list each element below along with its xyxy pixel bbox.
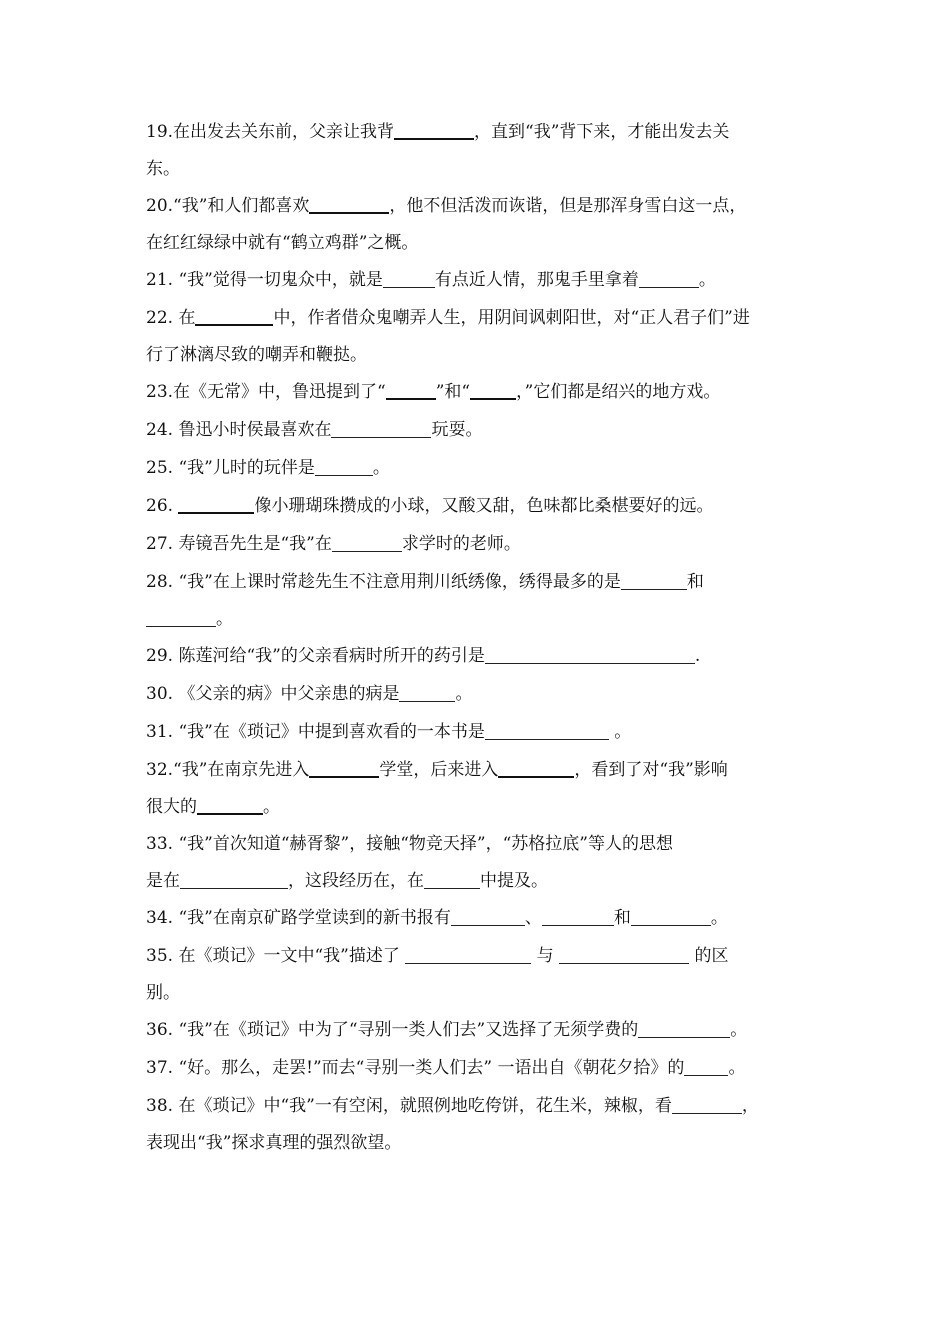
question-29 <box>146 638 816 675</box>
question-text: 和 <box>686 572 704 592</box>
question-27 <box>146 526 816 563</box>
question-text: 33. “我”首次知道“赫胥黎”，接触“物竞天择”，“苏格拉底”等人的思想 <box>146 834 673 854</box>
question-34 <box>146 900 816 937</box>
question-text: 学堂，后来进入 <box>379 760 499 780</box>
question-38 <box>146 1088 816 1162</box>
question-22 <box>146 300 816 374</box>
answer-blank[interactable] <box>383 269 435 288</box>
question-text: ”和“ <box>435 382 471 402</box>
question-36 <box>146 1012 816 1049</box>
question-text: ，”它们都是绍兴的地方戏。 <box>516 382 721 402</box>
question-line <box>146 374 816 411</box>
question-text: ，直到“我”背下来，才能出发去关 <box>474 122 730 142</box>
question-text: 。 <box>698 270 716 290</box>
answer-blank[interactable] <box>542 907 614 926</box>
answer-blank[interactable] <box>195 306 273 326</box>
question-text: 25. “我”儿时的玩伴是 <box>146 458 315 478</box>
answer-blank[interactable] <box>405 945 531 964</box>
answer-blank[interactable] <box>684 1057 728 1076</box>
question-text: 19.在出发去关东前，父亲让我背 <box>146 122 395 142</box>
question-text: 37. “好。那么，走罢!”而去“寻别一类人们去” 一语出自《朝花夕拾》的 <box>146 1058 685 1078</box>
question-line <box>146 526 816 563</box>
answer-blank[interactable] <box>485 721 609 740</box>
question-line <box>146 601 816 638</box>
question-text: 像小珊瑚珠攒成的小球，又酸又甜，色味都比桑椹要好的远。 <box>254 496 714 516</box>
question-line <box>146 225 816 262</box>
question-line <box>146 1050 816 1087</box>
question-text: 在红红绿绿中就有“鹤立鸡群”之概。 <box>146 233 419 253</box>
question-text: 行了淋漓尽致的嘲弄和鞭挞。 <box>146 345 367 365</box>
question-line <box>146 1125 816 1162</box>
question-line <box>146 714 816 751</box>
question-text: 玩耍。 <box>431 420 483 440</box>
question-text: 、 <box>524 908 542 928</box>
question-text: 22. 在 <box>146 308 196 328</box>
answer-blank[interactable] <box>309 194 389 214</box>
question-line <box>146 863 816 900</box>
question-text: 有点近人情，那鬼手里拿着 <box>434 270 639 290</box>
question-text: 28. “我”在上课时常趁先生不注意用荆川纸绣像，绣得最多的是 <box>146 572 621 592</box>
answer-blank[interactable] <box>315 457 373 476</box>
question-text: 26. <box>146 496 179 516</box>
question-text: 求学时的老师。 <box>401 534 521 554</box>
question-20 <box>146 188 816 262</box>
question-text: 东。 <box>146 159 180 179</box>
question-30 <box>146 676 816 713</box>
answer-blank[interactable] <box>386 380 436 400</box>
question-line <box>146 789 816 826</box>
question-text: 36. “我”在《琐记》中为了“寻别一类人们去”又选择了无须学费的 <box>146 1020 639 1040</box>
question-text: . <box>694 646 701 666</box>
question-text: 24. 鲁迅小时侯最喜欢在 <box>146 420 332 440</box>
question-line <box>146 151 816 188</box>
answer-blank[interactable] <box>146 608 216 627</box>
answer-blank[interactable] <box>631 907 711 926</box>
question-text: 。 <box>455 684 473 704</box>
question-line <box>146 752 816 789</box>
question-text: 。 <box>372 458 390 478</box>
question-text: 31. “我”在《琐记》中提到喜欢看的一本书是 <box>146 722 485 742</box>
question-32 <box>146 752 816 826</box>
question-line <box>146 826 816 863</box>
question-text: 27. 寿镜吾先生是“我”在 <box>146 534 332 554</box>
question-text: 35. 在《琐记》一文中“我”描述了 <box>146 946 406 966</box>
question-text: 。 <box>216 609 233 629</box>
question-text: 与 <box>531 946 560 966</box>
question-line <box>146 638 816 675</box>
answer-blank[interactable] <box>180 870 288 889</box>
question-35 <box>146 938 816 1012</box>
answer-blank[interactable] <box>485 645 695 664</box>
question-text: ，他不但活泼而诙谐，但是那浑身雪白这一点， <box>389 196 747 216</box>
answer-blank[interactable] <box>424 870 480 889</box>
question-text: 21. “我”觉得一切鬼众中，就是 <box>146 270 383 290</box>
question-line <box>146 676 816 713</box>
question-text: 是在 <box>146 871 180 891</box>
question-line <box>146 300 816 337</box>
question-line <box>146 488 816 525</box>
question-text: 32.“我”在南京先进入 <box>146 760 310 780</box>
question-text: 20.“我”和人们都喜欢 <box>146 196 310 216</box>
question-25 <box>146 450 816 487</box>
question-text: 34. “我”在南京矿路学堂读到的新书报有 <box>146 908 451 928</box>
question-line <box>146 564 816 601</box>
answer-blank[interactable] <box>332 533 402 552</box>
question-text: 别。 <box>146 983 180 1003</box>
answer-blank[interactable] <box>331 419 431 438</box>
question-26 <box>146 488 816 525</box>
answer-blank[interactable] <box>451 907 525 926</box>
question-text: 的区 <box>689 946 729 966</box>
answer-blank[interactable] <box>639 269 699 288</box>
question-33 <box>146 826 816 900</box>
question-line <box>146 412 816 449</box>
question-text: 很大的 <box>146 797 197 817</box>
answer-blank[interactable] <box>621 571 687 590</box>
question-text: 中，作者借众鬼嘲弄人生，用阴间讽刺阳世，对“正人君子们”进 <box>273 308 750 328</box>
question-text: 中提及。 <box>480 871 548 891</box>
question-text: ，这段经历在，在 <box>288 871 424 891</box>
answer-blank[interactable] <box>498 758 574 778</box>
question-text: 30. 《父亲的病》中父亲患的病是 <box>146 684 400 704</box>
question-24 <box>146 412 816 449</box>
question-line <box>146 188 816 225</box>
question-text: 。 <box>730 1020 748 1040</box>
answer-blank[interactable] <box>394 120 474 140</box>
question-text: 。 <box>608 722 632 742</box>
answer-blank[interactable] <box>672 1095 742 1114</box>
question-19 <box>146 114 816 188</box>
answer-blank[interactable] <box>559 945 689 964</box>
question-text: 23.在《无常》中，鲁迅提到了“ <box>146 382 386 402</box>
question-21 <box>146 262 816 299</box>
question-line <box>146 900 816 937</box>
answer-blank[interactable] <box>638 1019 730 1038</box>
question-line <box>146 1088 816 1125</box>
question-text: 29. 陈莲河给“我”的父亲看病时所开的药引是 <box>146 646 485 666</box>
answer-blank[interactable] <box>197 795 263 815</box>
question-text: ，看到了对“我”影响 <box>574 760 728 780</box>
question-text: 表现出“我”探求真理的强烈欲望。 <box>146 1133 402 1153</box>
question-28 <box>146 564 816 638</box>
answer-blank[interactable] <box>470 380 516 400</box>
question-text: 。 <box>263 797 280 817</box>
answer-blank[interactable] <box>399 683 455 702</box>
question-line <box>146 938 816 975</box>
question-line <box>146 114 816 151</box>
question-text: 和 <box>613 908 631 928</box>
question-text: 。 <box>728 1058 746 1078</box>
question-line <box>146 450 816 487</box>
question-23 <box>146 374 816 411</box>
answer-blank[interactable] <box>178 494 254 514</box>
question-37 <box>146 1050 816 1087</box>
question-line <box>146 337 816 374</box>
answer-blank[interactable] <box>309 758 379 778</box>
question-31 <box>146 714 816 751</box>
question-text: 。 <box>710 908 728 928</box>
question-text: 38. 在《琐记》中“我”一有空闲，就照例地吃侉饼，花生米，辣椒，看 <box>146 1096 672 1116</box>
question-line <box>146 975 816 1012</box>
question-line <box>146 1012 816 1049</box>
question-line <box>146 262 816 299</box>
question-text: ， <box>741 1096 759 1116</box>
